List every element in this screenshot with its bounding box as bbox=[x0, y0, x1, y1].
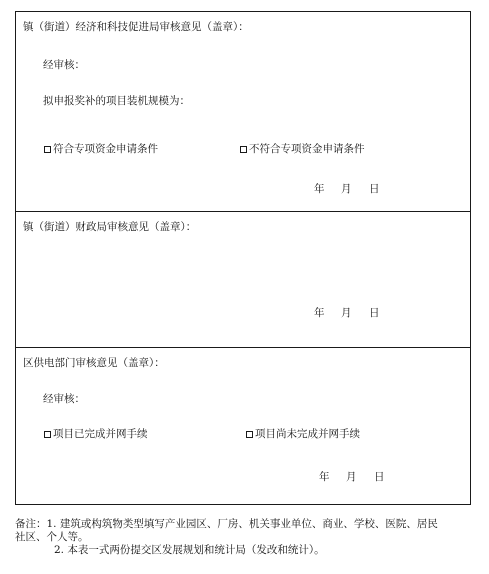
year-label: 年 bbox=[319, 471, 330, 483]
not-eligible-checkbox[interactable] bbox=[240, 146, 247, 153]
eligible-option-label: 符合专项资金申请条件 bbox=[53, 143, 158, 155]
eligible-checkbox[interactable] bbox=[44, 146, 51, 153]
not-eligible-option[interactable] bbox=[240, 144, 365, 155]
finance-bureau-section bbox=[16, 211, 470, 347]
month-label: 月 bbox=[341, 307, 352, 319]
section2-date bbox=[314, 308, 380, 319]
grid-not-done-checkbox[interactable] bbox=[246, 431, 253, 438]
finance-bureau-title: 镇（街道）财政局审核意见（盖章）： bbox=[23, 221, 197, 233]
day-label: 日 bbox=[374, 471, 385, 483]
review-form-table bbox=[15, 11, 471, 505]
economic-tech-bureau-title: 镇（街道）经济和科技促进局审核意见（盖章）： bbox=[23, 21, 249, 33]
note-line-3: 2. 本表一式两份提交区发展规划和统计局（发改和统计）。 bbox=[54, 544, 325, 556]
form-notes bbox=[15, 518, 471, 557]
month-label: 月 bbox=[341, 183, 352, 195]
year-label: 年 bbox=[314, 307, 325, 319]
power-supply-section bbox=[16, 347, 470, 504]
grid-not-done-option[interactable] bbox=[246, 429, 360, 440]
grid-done-option[interactable] bbox=[44, 429, 148, 440]
note-line-2: 社区、个人等。 bbox=[15, 531, 89, 543]
reviewer-label: 经审核： bbox=[43, 59, 85, 71]
not-eligible-option-label: 不符合专项资金申请条件 bbox=[249, 143, 365, 155]
economic-tech-bureau-section bbox=[16, 12, 470, 211]
power-supply-title: 区供电部门审核意见（盖章）： bbox=[23, 357, 165, 369]
note-line-1: 备注：1. 建筑或构筑物类型填写产业园区、厂房、机关事业单位、商业、学校、医院、居民 bbox=[15, 518, 438, 530]
grid-not-done-option-label: 项目尚未完成并网手续 bbox=[255, 428, 360, 440]
install-scale-label: 拟申报奖补的项目装机规模为： bbox=[43, 95, 190, 107]
power-reviewer-label: 经审核： bbox=[43, 393, 85, 405]
grid-done-option-label: 项目已完成并网手续 bbox=[53, 428, 148, 440]
year-label: 年 bbox=[314, 183, 325, 195]
eligible-option[interactable] bbox=[44, 144, 158, 155]
section1-date bbox=[314, 184, 380, 195]
grid-done-checkbox[interactable] bbox=[44, 431, 51, 438]
day-label: 日 bbox=[369, 307, 380, 319]
month-label: 月 bbox=[346, 471, 357, 483]
section3-date bbox=[319, 472, 385, 483]
day-label: 日 bbox=[369, 183, 380, 195]
